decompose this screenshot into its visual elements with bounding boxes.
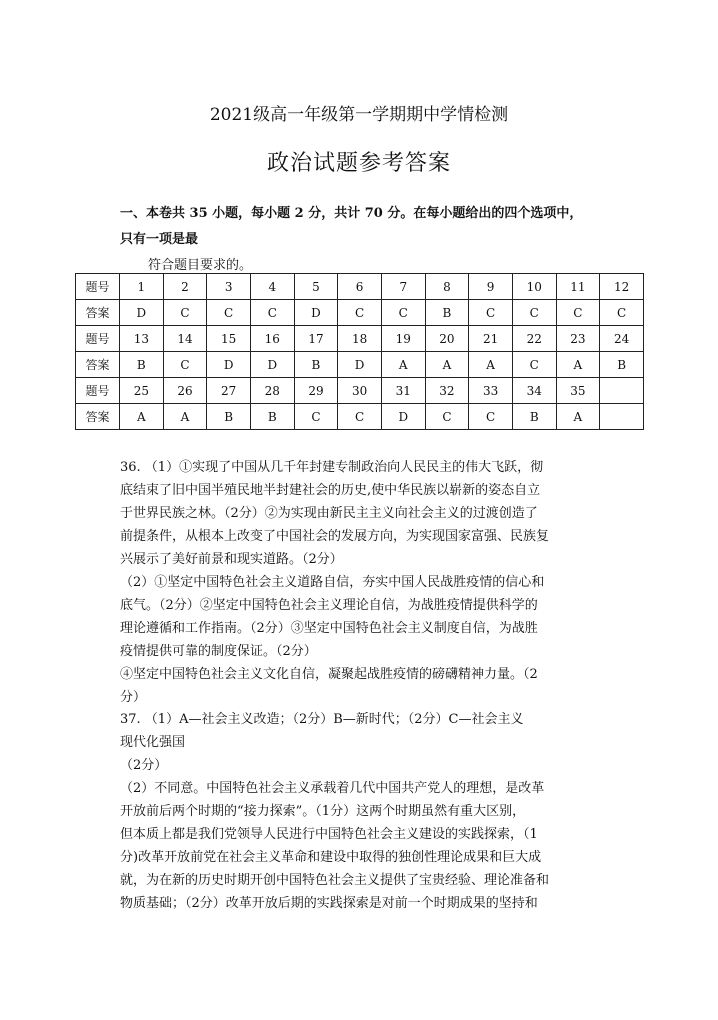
- table-cell: 13: [120, 326, 164, 352]
- table-cell: 15: [207, 326, 251, 352]
- table-cell: 10: [512, 274, 556, 300]
- document-title: 2021级高一年级第一学期期中学情检测: [209, 105, 509, 125]
- table-row: [76, 378, 644, 404]
- section-1-heading-line3: 符合题目要求的。: [148, 258, 253, 273]
- table-cell: 9: [469, 274, 513, 300]
- question-36-answer: [120, 456, 620, 709]
- table-cell: D: [120, 300, 164, 326]
- answer-line: 37. （1）A—社会主义改造；（2分）B—新时代；（2分）C—社会主义: [120, 712, 524, 727]
- answer-line: 但本质上都是我们党领导人民进行中国特色社会主义建设的实践探索，（1: [120, 827, 538, 842]
- table-cell: C: [207, 300, 251, 326]
- table-cell: 30: [338, 378, 382, 404]
- table-row-label: 题号: [76, 274, 120, 300]
- question-37-answer: [120, 708, 620, 915]
- answer-line: （2）①坚定中国特色社会主义道路自信，夯实中国人民战胜疫情的信心和: [120, 575, 545, 590]
- table-cell: B: [512, 404, 556, 430]
- section-1-heading-line1: 一、本卷共 35 小题，每小题 2 分，共计 70 分。在每小题给出的四个选项中，: [120, 206, 583, 221]
- table-cell: C: [250, 300, 294, 326]
- table-cell: A: [556, 404, 600, 430]
- table-cell: 17: [294, 326, 338, 352]
- table-cell: 27: [207, 378, 251, 404]
- table-cell: D: [381, 404, 425, 430]
- table-row-label: 题号: [76, 326, 120, 352]
- answer-line: 兴展示了美好前景和现实道路。（2分）: [120, 552, 343, 567]
- table-row: [76, 404, 644, 430]
- table-cell: 8: [425, 274, 469, 300]
- table-cell: 12: [600, 274, 644, 300]
- table-cell: C: [469, 404, 513, 430]
- table-cell: C: [512, 300, 556, 326]
- table-cell: D: [338, 352, 382, 378]
- table-cell: 22: [512, 326, 556, 352]
- table-cell: C: [163, 352, 207, 378]
- answer-line: 分)改革开放前党在社会主义革命和建设中取得的独创性理论成果和巨大成: [120, 850, 542, 865]
- table-cell: 2: [163, 274, 207, 300]
- table-cell: A: [469, 352, 513, 378]
- table-cell: 18: [338, 326, 382, 352]
- table-row: [76, 274, 644, 300]
- answer-table: [75, 273, 644, 430]
- table-cell: C: [556, 300, 600, 326]
- table-row-label: 答案: [76, 404, 120, 430]
- section-1-heading-line2: 只有一项是最: [120, 232, 199, 247]
- table-cell: A: [120, 404, 164, 430]
- table-cell: B: [207, 404, 251, 430]
- table-cell: B: [425, 300, 469, 326]
- table-cell: 23: [556, 326, 600, 352]
- table-cell: C: [294, 404, 338, 430]
- table-cell: C: [512, 352, 556, 378]
- table-cell: C: [163, 300, 207, 326]
- table-cell: 5: [294, 274, 338, 300]
- answer-line: 开放前后两个时期的“接力探索”。（1分）这两个时期虽然有重大区别，: [120, 804, 526, 819]
- table-cell: 11: [556, 274, 600, 300]
- answer-line: 前提条件，从根本上改变了中国社会的发展方向，为实现国家富强、民族复: [120, 529, 550, 544]
- table-row: [76, 300, 644, 326]
- table-cell: D: [207, 352, 251, 378]
- table-cell: [600, 378, 644, 404]
- answer-line: （2）不同意。中国特色社会主义承载着几代中国共产党人的理想，是改革: [120, 781, 545, 796]
- table-cell: 26: [163, 378, 207, 404]
- answer-line: ④坚定中国特色社会主义文化自信，凝聚起战胜疫情的磅礴精神力量。（2: [120, 667, 538, 682]
- table-cell: 3: [207, 274, 251, 300]
- table-row: [76, 326, 644, 352]
- document-subtitle: 政治试题参考答案: [266, 151, 451, 176]
- table-cell: A: [425, 352, 469, 378]
- table-row: [76, 352, 644, 378]
- table-cell: C: [425, 404, 469, 430]
- table-cell: C: [469, 300, 513, 326]
- answer-line: 底结束了旧中国半殖民地半封建社会的历史,使中华民族以崭新的姿态自立: [120, 483, 541, 498]
- answer-line: （2分）: [120, 758, 168, 773]
- table-cell: A: [381, 352, 425, 378]
- table-cell: C: [600, 300, 644, 326]
- table-cell: 4: [250, 274, 294, 300]
- table-cell: [600, 404, 644, 430]
- table-row-label: 答案: [76, 300, 120, 326]
- table-cell: 14: [163, 326, 207, 352]
- table-cell: 34: [512, 378, 556, 404]
- answer-line: 分）: [120, 690, 147, 705]
- answer-line: 底气。（2分）②坚定中国特色社会主义理论自信，为战胜疫情提供科学的: [120, 598, 538, 613]
- table-cell: 7: [381, 274, 425, 300]
- table-cell: B: [294, 352, 338, 378]
- table-cell: 21: [469, 326, 513, 352]
- table-cell: 29: [294, 378, 338, 404]
- table-cell: 19: [381, 326, 425, 352]
- table-cell: 35: [556, 378, 600, 404]
- table-cell: 25: [120, 378, 164, 404]
- table-cell: 20: [425, 326, 469, 352]
- table-cell: 32: [425, 378, 469, 404]
- table-cell: C: [338, 300, 382, 326]
- table-cell: 6: [338, 274, 382, 300]
- table-cell: C: [381, 300, 425, 326]
- table-cell: C: [338, 404, 382, 430]
- table-cell: A: [163, 404, 207, 430]
- answer-line: 疫情提供可靠的制度保证。（2分）: [120, 644, 317, 659]
- answer-line: 36. （1）①实现了中国从几千年封建专制政治向人民民主的伟大飞跃，彻: [120, 460, 544, 475]
- answer-line: 就，为在新的历史时期开创中国特色社会主义提供了宝贵经验、理论准备和: [120, 873, 550, 888]
- table-row-label: 答案: [76, 352, 120, 378]
- table-cell: B: [250, 404, 294, 430]
- table-cell: 33: [469, 378, 513, 404]
- table-cell: D: [250, 352, 294, 378]
- table-cell: 1: [120, 274, 164, 300]
- table-cell: B: [600, 352, 644, 378]
- table-cell: 28: [250, 378, 294, 404]
- table-cell: B: [120, 352, 164, 378]
- answer-line: 现代化强国: [120, 735, 186, 750]
- answer-line: 物质基础；（2分）改革开放后期的实践探索是对前一个时期成果的坚持和: [120, 896, 538, 911]
- answer-line: 于世界民族之林。（2分）②为实现由新民主主义向社会主义的过渡创造了: [120, 506, 538, 521]
- table-row-label: 题号: [76, 378, 120, 404]
- table-cell: A: [556, 352, 600, 378]
- table-cell: 31: [381, 378, 425, 404]
- table-cell: 24: [600, 326, 644, 352]
- table-cell: 16: [250, 326, 294, 352]
- answer-line: 理论遵循和工作指南。（2分）③坚定中国特色社会主义制度自信，为战胜: [120, 621, 538, 636]
- table-cell: D: [294, 300, 338, 326]
